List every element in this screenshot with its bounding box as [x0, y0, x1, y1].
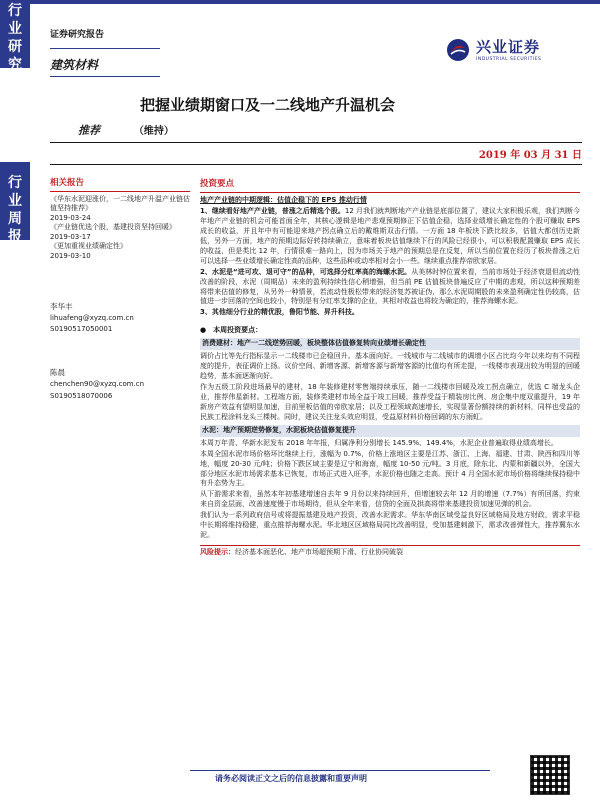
company-logo — [446, 38, 576, 66]
core-logic-line: 地产产业链的中期逻辑：估值企稳下的 EPS 推动行情 — [200, 196, 367, 205]
cement-para-3: 从下游需求来看，虽然本年初基建增速自去年 9 月份以来持续回升，但增速较去年 12 月的增速（7.7%）有所回落，约束来自资金层面，改善速度慢于市场期待，但从全年来看，信贷的全面及拱高将带来基建投资加速见弹的机会。 — [200, 490, 580, 509]
header-rule — [50, 76, 160, 77]
risk-notice — [200, 545, 580, 558]
related-report-item[interactable]: 《更加重视业绩确定性》 — [50, 242, 127, 251]
top-accent-bar — [0, 0, 600, 4]
document-type: 证券研究报告 — [50, 30, 105, 40]
logo-english: INDUSTRIAL SECURITIES — [476, 57, 542, 62]
rating — [78, 124, 174, 138]
tab-char: 业 — [8, 193, 22, 209]
tab-char: 行 — [8, 3, 22, 19]
sidebar — [50, 178, 190, 402]
point-1-body: 12 月我们就判断地产产业链是底部位置了，建议大家积极乐观，我们判断今年地产产业链的机会可能首面全年，其核心逻辑是地产悲观预期修正下估值企稳，选择业绩增长确定性的个股可赚取 EPS 成长的收益，并且年中有可能迎来地产拐点确立后的戴维斯双击行情。一方面 18 年板块下跌比较多，估值大都创历史新低，另外一方面，地产的预期边际好转持续确立，意味着板块估值继续下行的风险已经很小，可以积极配置赚取 EPS 成长的收益，但是类比 12 年，行情很难一路向上，因为市场关于地产的预期总是在反复，所以当前位置在经历了板块普涨之后可以选择一些业绩增长确定性高的品种，这些品种或动率相对会小一些。继续重点推荐帝欧家居。 — [200, 207, 581, 265]
logo-name: 兴业证券 — [476, 38, 541, 56]
related-report-date: 2019-03-24 — [50, 213, 91, 222]
related-report-item[interactable]: 《华东水泥迎涨价，一二线地产升温产业链估值坚持推荐》 — [50, 195, 190, 213]
consumer-para-1: 调价占比等先行指标显示一二线楼市已企稳回升。基本面向好。一线城市与二线城市的调增小区占比均今年以来均有不同程度的提升，表征调价上扬。议价空间、新增客源、新增客源与新增客源的比值均有所走提，一线楼市表现出较为明显的回暖趋势，基本面逐渐向好。 — [200, 352, 580, 381]
author-block — [50, 301, 190, 335]
related-report-date: 2019-03-10 — [50, 251, 91, 260]
weekly-points-heading: ● 本周投资要点： — [200, 326, 263, 335]
point-2-body: 从美林时钟位置来看，当前市场处于经济衰退但流动性改善的阶段，水泥（周期品）未来的盈利持续性信心稍增强，但当前 PE 估值板块普遍反应了中期的悲观，所以这种预期差将带来估值的修复，从另外一种情景，若流动性极松带来的经济复苏被证伪，那么水泥周期股的未来盈利确定性仍较高，估值进一步回落的空间也较小，特别是有分红率支撑的企业，其相对收益也将较为确定的，推荐海螺水泥。 — [200, 267, 581, 306]
point-3: 3、其他细分行业的精优股，鲁阳节能、昇升科技。 — [200, 308, 359, 317]
cement-para-1: 本周万年青、华新水泥发布 2018 年年报，归属净利分别增长 145.9%、149.4%，水泥企业普遍取得业绩高增长。 — [200, 438, 558, 447]
author-email[interactable]: chenchen90@xyzq.com.cn — [50, 380, 145, 389]
point-1 — [200, 207, 580, 267]
author-name: 陈晨 — [50, 368, 65, 378]
cement-banner: 水泥：地产预期逆势修复，水泥板块估值修复提升 — [200, 425, 580, 437]
report-category-tab — [0, 0, 30, 73]
tab-char: 周 — [8, 211, 22, 227]
consumer-materials-banner: 消费建材：地产一二线逆势回暖，板块整体估值修复转向业绩增长确定性 — [200, 338, 580, 350]
tab-char: 报 — [8, 229, 22, 245]
investment-points-heading: 投资要点 — [200, 178, 580, 193]
risk-text: 经济基本面恶化、地产市场超预期下滑、行业协同破裂 — [235, 548, 403, 557]
point-2 — [200, 268, 580, 308]
main-content — [200, 178, 580, 558]
industry-name: 建筑材料 — [50, 58, 99, 72]
qr-code-icon — [530, 755, 570, 795]
author-name: 李华丰 — [50, 302, 73, 312]
author-block — [50, 367, 190, 401]
tab-char: 行 — [8, 175, 22, 191]
report-title: 把握业绩期窗口及一二线地产升温机会 — [140, 96, 396, 114]
related-report-item[interactable]: 《产业链优选个股，基建投资坚持回暖》2019-03-17 — [50, 223, 176, 241]
point-1-title: 1、继续看好地产产业链，普涨之后精选个股。 — [200, 207, 345, 215]
tab-char: 研 — [8, 39, 22, 55]
cement-para-4: 我们认为一系列政府信号或将提振基建及地产投资，改善水泥需求。华东华南区域受益良好区域格局及地方财政，需求平稳中长期将维持稳健，重点推荐海螺水泥。华北地区区域格局同比改善明显，受加基建刺激下，需求改善弹性大，推荐冀东水泥。 — [200, 511, 580, 540]
report-date: 2019 年 03 月 31 日 — [478, 150, 582, 161]
report-type-tab — [0, 162, 30, 245]
title-rule — [50, 142, 582, 143]
tab-char: 业 — [8, 21, 22, 37]
tab-char: 究 — [8, 57, 22, 73]
cement-para-2: 本周全国水泥市场价格环比继续上行，涨幅为 0.7%，价格上涨地区主要是江苏、浙江、上海、福建、甘肃、陕西和四川等地，幅度 20-30 元/吨；价格下跌区域主要是辽宁和海南，幅度 10-50 元/吨。3 月底，除东北、内蒙和新疆以外，全国大部分地区水泥市场需求基本已恢复，市场正式进入旺季，水泥价格也随之走高。预计 4 月全国水泥市场价格将继续保持稳中有升态势为主。 — [200, 449, 580, 488]
author-license: S0190517050001 — [50, 325, 113, 334]
related-reports-heading: 相关报告 — [50, 178, 190, 192]
author-license: S0190518070006 — [50, 391, 113, 400]
date-rule — [50, 164, 582, 165]
logo-mark-icon — [446, 38, 470, 62]
risk-heading: 风险提示： — [200, 548, 235, 557]
point-2-title: 2、水泥是“进可攻、退可守”的品种，可选择分红率高的海螺水泥。 — [200, 267, 412, 276]
header-rule — [50, 48, 160, 49]
author-email[interactable]: lihuafeng@xyzq.com.cn — [50, 314, 134, 323]
consumer-para-2: 作为五级工阶段进场最早的建材，18 年装修建材零售端持续承压，随一二线楼市回暖及竣工拐点确立，优选 C 端龙头企业，推荐伟星新材。工程端方面，装修类建材市场全益于竣工回暖，推荐受益于精装房比例、房企集中度双重提升，19 年新房产效益有望明显加速，目前里板估值的帝欧家居；以及工程领域高速增长，实现显著份额持续的新材料，同样也受益的民族工程涂料龙头三棵树。同时，建议关注龙头效应明显，受益原材料价格回调的东方雨虹。 — [200, 383, 580, 421]
rating-label: 推荐 — [78, 124, 100, 137]
footer-rule — [190, 770, 490, 771]
footer — [0, 760, 600, 800]
rating-sub: （维持） — [133, 126, 174, 137]
disclaimer-note: 请务必阅读正文之后的信息披露和重要声明 — [215, 774, 367, 783]
